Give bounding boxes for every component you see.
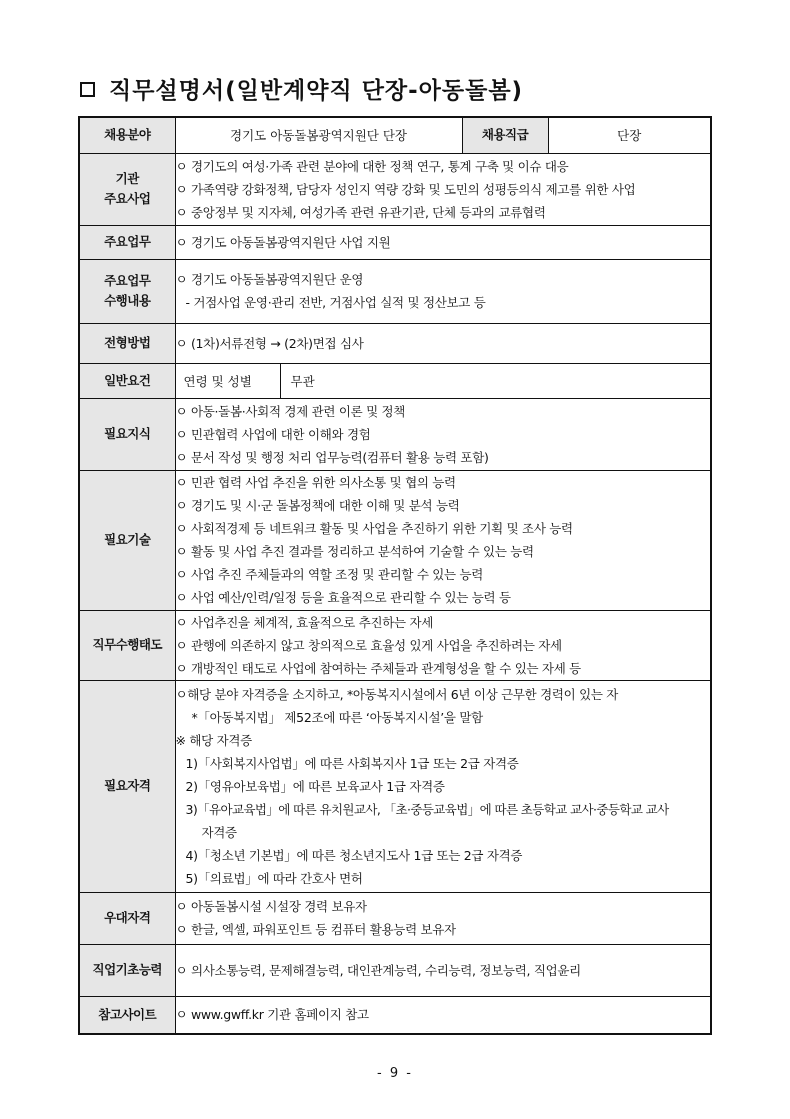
qualification-note: *「아동복지법」 제52조에 따른 ‘아동복지시설’을 말함 xyxy=(191,709,483,725)
label-basic-skills: 직업기초능력 xyxy=(79,944,175,996)
label-requirements: 일반요건 xyxy=(79,363,175,398)
knowledge-line: ㅇ 아동·돌봄·사회적 경제 관련 이론 및 정책 xyxy=(175,403,406,419)
page-number: - 9 - xyxy=(377,1066,413,1081)
label-field: 채용분야 xyxy=(79,117,175,153)
qualification-cert: 2)「영유아보육법」에 따른 보육교사 1급 자격증 xyxy=(185,778,445,794)
label-agency-line2: 주요사업 xyxy=(104,191,151,206)
row-requirements xyxy=(79,363,711,398)
row-preferred xyxy=(79,892,711,944)
checkbox-square-icon xyxy=(80,82,95,97)
duty-detail-line: ㅇ 경기도 아동돌봄광역지원단 운영 xyxy=(175,272,364,287)
knowledge-content xyxy=(175,398,711,470)
label-duty-detail xyxy=(79,259,175,323)
row-skills xyxy=(79,470,711,610)
label-knowledge: 필요지식 xyxy=(79,398,175,470)
label-qualification: 필요자격 xyxy=(79,680,175,892)
label-agency xyxy=(79,153,175,225)
preferred-content xyxy=(175,892,711,944)
qualification-cert: 4)「청소년 기본법」에 따른 청소년지도사 1급 또는 2급 자격증 xyxy=(185,847,523,863)
agency-line: ㅇ 가족역량 강화정책, 담당자 성인지 역량 강화 및 도민의 성평등의식 제고를 위한 사업 xyxy=(175,181,636,197)
value-field: 경기도 아동돌봄광역지원단 단장 xyxy=(175,117,462,153)
row-main-duty xyxy=(79,225,711,259)
requirements-left: 연령 및 성별 xyxy=(176,364,281,398)
skills-line: ㅇ 사업 예산/인력/일정 등을 효율적으로 관리할 수 있는 능력 등 xyxy=(175,590,511,605)
row-knowledge xyxy=(79,398,711,470)
attitude-line: ㅇ 개방적인 태도로 사업에 참여하는 주체들과 관계형성을 할 수 있는 자세 등 xyxy=(175,660,581,676)
reference-line: ㅇ www.gwff.kr 기관 홈페이지 참고 xyxy=(175,1007,369,1023)
qualification-cert: 5)「의료법」에 따라 간호사 면허 xyxy=(185,870,363,886)
page-title-text: 직무설명서(일반계약직 단장-아동돌봄) xyxy=(109,78,524,104)
qualification-content xyxy=(175,680,711,892)
duty-detail-content xyxy=(175,259,711,323)
label-main-duty: 주요업무 xyxy=(79,225,175,259)
qualification-main: ㅇ해당 분야 자격증을 소지하고, *아동복지시설에서 6년 이상 근무한 경력이 있는 자 xyxy=(175,686,619,702)
label-duty-detail-line2: 수행내용 xyxy=(104,293,151,308)
agency-content xyxy=(175,153,711,225)
basic-skills-line: ㅇ 의사소통능력, 문제해결능력, 대인관계능력, 수리능력, 정보능력, 직업윤리 xyxy=(175,962,581,978)
row-reference xyxy=(79,996,711,1034)
page-title xyxy=(80,72,523,105)
skills-line: ㅇ 사회적경제 등 네트워크 활동 및 사업을 추진하기 위한 기획 및 조사 능력 xyxy=(175,521,573,536)
knowledge-line: ㅇ 문서 작성 및 행정 처리 업무능력(컴퓨터 활용 능력 포함) xyxy=(175,449,489,465)
duty-detail-line: - 거점사업 운영·관리 전반, 거점사업 실적 및 정산보고 등 xyxy=(185,295,486,310)
agency-line: ㅇ 경기도의 여성·가족 관련 분야에 대한 정책 연구, 통계 구축 및 이슈 대응 xyxy=(175,158,569,174)
job-description-table xyxy=(78,116,712,1035)
row-duty-detail xyxy=(79,259,711,323)
knowledge-line: ㅇ 민관협력 사업에 대한 이해와 경험 xyxy=(175,426,371,442)
requirements-content xyxy=(175,363,711,398)
main-duty-content xyxy=(175,225,711,259)
attitude-line: ㅇ 사업추진을 체계적, 효율적으로 추진하는 자세 xyxy=(175,614,434,630)
label-reference: 참고사이트 xyxy=(79,996,175,1034)
label-preferred: 우대자격 xyxy=(79,892,175,944)
preferred-line: ㅇ 아동돌봄시설 시설장 경력 보유자 xyxy=(175,899,367,914)
attitude-content xyxy=(175,610,711,680)
requirements-right: 무관 xyxy=(290,373,315,389)
main-duty-line: ㅇ 경기도 아동돌봄광역지원단 사업 지원 xyxy=(175,234,391,250)
skills-content xyxy=(175,470,711,610)
qualification-cert-header: ※ 해당 자격증 xyxy=(175,732,252,748)
skills-line: ㅇ 민관 협력 사업 추진을 위한 의사소통 및 협의 능력 xyxy=(175,475,456,490)
qualification-cert-cont: 자격증 xyxy=(201,824,237,840)
basic-skills-content xyxy=(175,944,711,996)
process-content xyxy=(175,323,711,363)
row-agency xyxy=(79,153,711,225)
label-duty-detail-line1: 주요업무 xyxy=(104,273,151,288)
label-process: 전형방법 xyxy=(79,323,175,363)
row-qualification xyxy=(79,680,711,892)
skills-line: ㅇ 경기도 및 시·군 돌봄정책에 대한 이해 및 분석 능력 xyxy=(175,498,460,513)
row-basic-skills xyxy=(79,944,711,996)
attitude-line: ㅇ 관행에 의존하지 않고 창의적으로 효율성 있게 사업을 추진하려는 자세 xyxy=(175,637,562,653)
row-process xyxy=(79,323,711,363)
preferred-line: ㅇ 한글, 엑셀, 파워포인트 등 컴퓨터 활용능력 보유자 xyxy=(175,922,456,937)
label-attitude: 직무수행태도 xyxy=(79,610,175,680)
agency-line: ㅇ 중앙정부 및 지자체, 여성가족 관련 유관기관, 단체 등과의 교류협력 xyxy=(175,204,546,220)
qualification-cert: 3)「유아교육법」에 따른 유치원교사, 「초·중등교육법」에 따른 초등학교 교사·중등학교 교사 xyxy=(185,801,669,817)
row-field xyxy=(79,117,711,153)
process-line: ㅇ (1차)서류전형 → (2차)면접 심사 xyxy=(175,335,364,351)
row-attitude xyxy=(79,610,711,680)
reference-content xyxy=(175,996,711,1034)
skills-line: ㅇ 활동 및 사업 추진 결과를 정리하고 분석하여 기술할 수 있는 능력 xyxy=(175,544,534,559)
value-grade: 단장 xyxy=(548,117,711,153)
label-grade: 채용직급 xyxy=(462,117,548,153)
label-skills: 필요기술 xyxy=(79,470,175,610)
qualification-cert: 1)「사회복지사업법」에 따른 사회복지사 1급 또는 2급 자격증 xyxy=(185,755,519,771)
skills-line: ㅇ 사업 추진 주체들과의 역할 조정 및 관리할 수 있는 능력 xyxy=(175,567,484,582)
label-agency-line1: 기관 xyxy=(115,171,139,186)
